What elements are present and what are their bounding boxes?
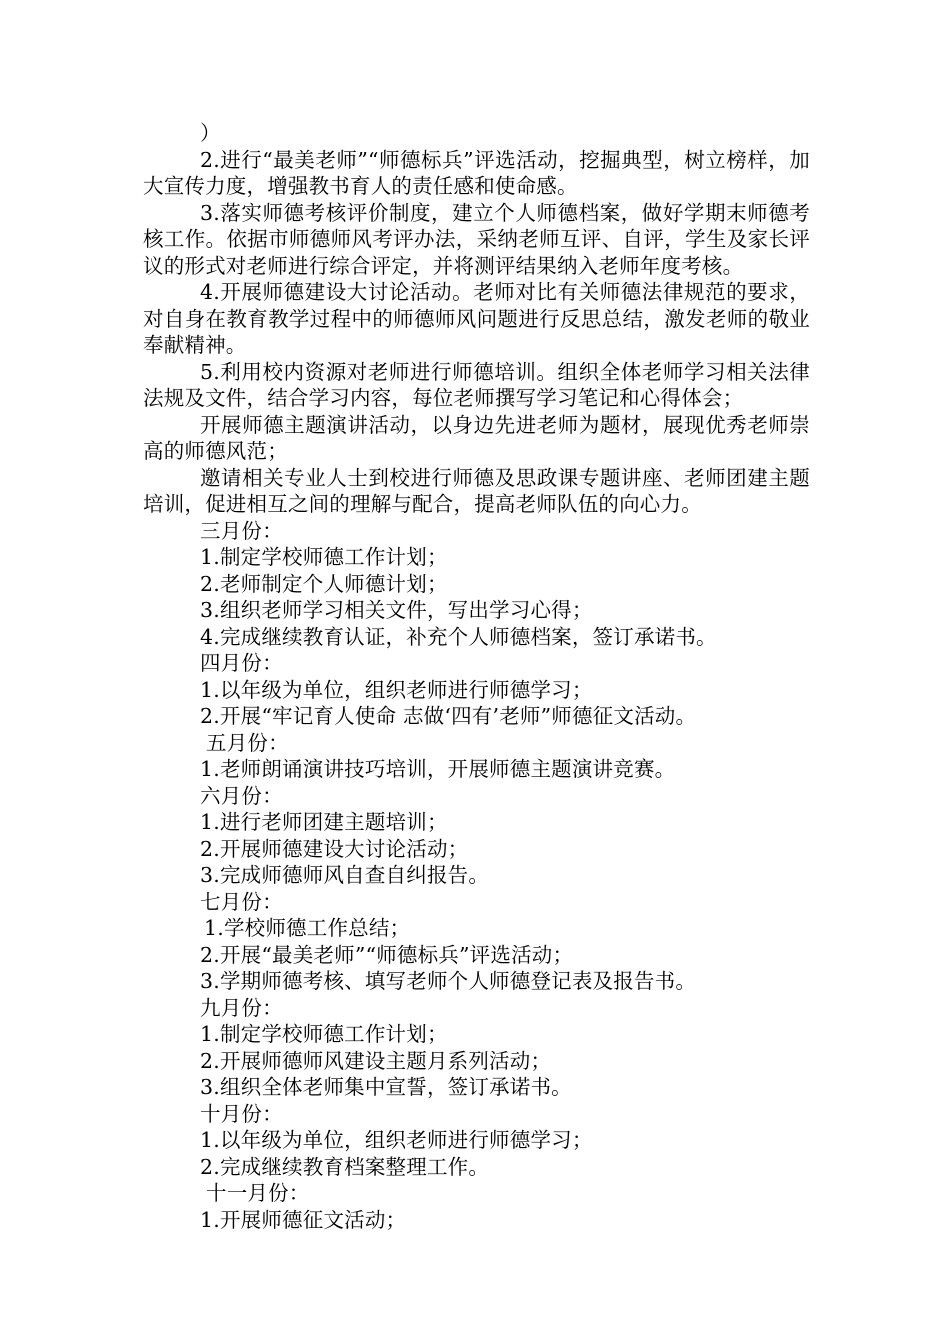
- list-item: 1.以年级为单位，组织老师进行师德学习；: [200, 677, 593, 702]
- month-heading-april: 四月份：: [200, 651, 283, 675]
- list-item: 3.组织老师学习相关文件，写出学习心得；: [200, 598, 593, 622]
- list-item: 1.以年级为单位，组织老师进行师德学习；: [200, 1128, 593, 1152]
- list-item: 1.老师朗诵演讲技巧培训，开展师德主题演讲竞赛。: [200, 757, 676, 781]
- list-item: 1.学校师德工作总结；: [204, 916, 411, 940]
- list-item: 2.开展师德建设大讨论活动；: [200, 836, 469, 861]
- month-heading-october: 十月份：: [200, 1101, 283, 1126]
- month-heading-november: 十一月份：: [206, 1181, 310, 1205]
- item-5-paragraph: 5.利用校内资源对老师进行师德培训。组织全体老师学习相关法律法规及文件，结合学习内容，每位老师撰写学习笔记和心得体会；: [143, 359, 810, 410]
- list-item: 2.开展“最美老师”“师德标兵”评选活动；: [200, 942, 574, 967]
- list-item: 3.组织全体老师集中宣誓，签订承诺书。: [200, 1075, 572, 1099]
- lecture-paragraph: 邀请相关专业人士到校进行师德及思政课专题讲座、老师团建主题培训，促进相互之间的理解与配合，提高老师队伍的向心力。: [143, 465, 810, 516]
- list-item: 1.制定学校师德工作计划；: [200, 545, 448, 569]
- list-item: 2.开展“牢记育人使命 志做‘四有’老师”师德征文活动。: [200, 704, 697, 728]
- item-3-paragraph: 3.落实师德考核评价制度，建立个人师德档案，做好学期末师德考核工作。依据市师德师风考评办法，采纳老师互评、自评，学生及家长评议的形式对老师进行综合评定，并将测评结果纳入老师年度考核。: [143, 200, 810, 278]
- month-heading-june: 六月份：: [200, 783, 283, 808]
- speech-activity-paragraph: 开展师德主题演讲活动，以身边先进老师为题材，展现优秀老师崇高的师德风范；: [143, 412, 810, 463]
- list-item: 3.学期师德考核、填写老师个人师德登记表及报告书。: [200, 969, 697, 993]
- document-page: [143, 120, 810, 1233]
- list-item: 1.进行老师团建主题培训；: [200, 810, 448, 834]
- item-2-paragraph: 2.进行“最美老师”“师德标兵”评选活动，挖掘典型，树立榜样，加大宣传力度，增强教书育人的责任感和使命感。: [143, 147, 810, 198]
- list-item: 1.开展师德征文活动；: [200, 1207, 407, 1232]
- closing-paren-line: ）: [200, 121, 221, 145]
- month-heading-may: 五月份：: [206, 730, 289, 755]
- month-heading-july: 七月份：: [200, 889, 283, 914]
- list-item: 4.完成继续教育认证，补充个人师德档案，签订承诺书。: [200, 624, 717, 649]
- list-item: 2.完成继续教育档案整理工作。: [200, 1154, 490, 1179]
- item-4-paragraph: 4.开展师德建设大讨论活动。老师对比有关师德法律规范的要求，对自身在教育教学过程中的师德师风问题进行反思总结，激发老师的敬业奉献精神。: [143, 280, 810, 357]
- month-heading-september: 九月份：: [200, 995, 283, 1020]
- month-heading-march: 三月份：: [200, 518, 283, 543]
- list-item: 2.老师制定个人师德计划；: [200, 571, 448, 596]
- list-item: 3.完成师德师风自查自纠报告。: [200, 863, 490, 887]
- list-item: 1.制定学校师德工作计划；: [200, 1022, 448, 1046]
- list-item: 2.开展师德师风建设主题月系列活动；: [200, 1048, 552, 1073]
